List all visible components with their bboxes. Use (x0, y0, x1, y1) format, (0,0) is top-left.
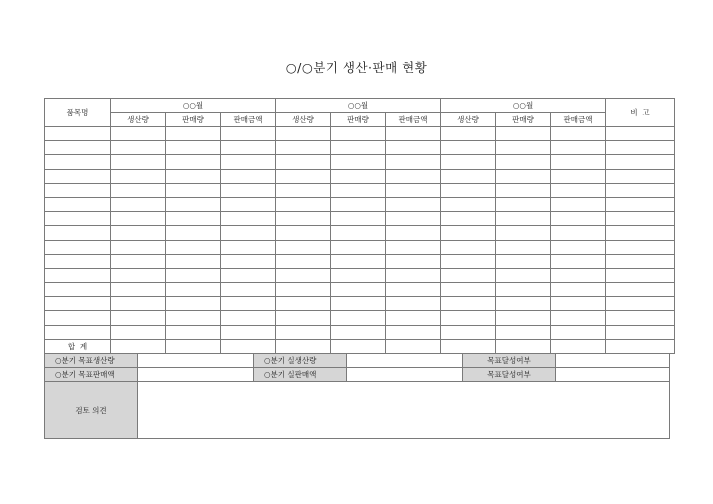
table-cell[interactable] (606, 127, 675, 141)
table-row (45, 127, 675, 141)
table-cell[interactable] (276, 197, 331, 211)
table-cell[interactable] (111, 127, 166, 141)
table-cell[interactable] (111, 297, 166, 311)
table-cell[interactable] (221, 297, 276, 311)
table-cell[interactable] (606, 141, 675, 155)
page-title: ○/○분기 생산·판매 현황 (285, 60, 428, 75)
table-cell[interactable] (111, 268, 166, 282)
table-cell[interactable] (606, 212, 675, 226)
sales-achievement-label: 목표달성여부 (463, 368, 556, 382)
table-cell[interactable] (441, 183, 496, 197)
table-cell[interactable] (551, 212, 606, 226)
table-cell[interactable] (606, 283, 675, 297)
table-cell[interactable] (386, 127, 441, 141)
table-cell[interactable] (111, 240, 166, 254)
table-cell[interactable] (221, 141, 276, 155)
table-cell[interactable] (551, 311, 606, 325)
table-cell[interactable] (276, 311, 331, 325)
table-row (45, 268, 675, 282)
actual-production-label: ○분기 실생산량 (254, 354, 347, 368)
table-row (45, 141, 675, 155)
table-cell[interactable] (221, 268, 276, 282)
table-cell[interactable] (606, 268, 675, 282)
table-cell[interactable] (331, 268, 386, 282)
table-cell[interactable] (441, 169, 496, 183)
table-cell[interactable] (441, 325, 496, 339)
table-cell[interactable] (386, 325, 441, 339)
table-cell[interactable] (331, 226, 386, 240)
target-sales-label: ○분기 목표판매액 (45, 368, 138, 382)
item-name-cell[interactable] (45, 226, 111, 240)
table-cell[interactable] (331, 311, 386, 325)
table-cell[interactable] (386, 311, 441, 325)
production-achievement-value[interactable] (556, 354, 670, 368)
table-row (45, 297, 675, 311)
table-cell[interactable] (551, 240, 606, 254)
item-name-cell[interactable] (45, 297, 111, 311)
table-row (45, 155, 675, 169)
table-row (45, 325, 675, 339)
table-cell[interactable] (166, 283, 221, 297)
total-cell[interactable] (496, 339, 551, 353)
table-cell[interactable] (386, 240, 441, 254)
table-cell[interactable] (276, 297, 331, 311)
table-cell[interactable] (166, 197, 221, 211)
table-cell[interactable] (496, 183, 551, 197)
table-cell[interactable] (331, 127, 386, 141)
table-cell[interactable] (496, 283, 551, 297)
table-cell[interactable] (386, 268, 441, 282)
table-cell[interactable] (331, 240, 386, 254)
table-cell[interactable] (496, 127, 551, 141)
table-cell[interactable] (111, 169, 166, 183)
total-cell[interactable] (111, 339, 166, 353)
table-cell[interactable] (441, 141, 496, 155)
production-sales-table (44, 98, 675, 354)
item-name-cell[interactable] (45, 311, 111, 325)
sales-achievement-value[interactable] (556, 368, 670, 382)
table-cell[interactable] (386, 197, 441, 211)
table-cell[interactable] (276, 226, 331, 240)
table-cell[interactable] (111, 212, 166, 226)
table-cell[interactable] (386, 297, 441, 311)
table-cell[interactable] (111, 155, 166, 169)
table-cell[interactable] (496, 254, 551, 268)
target-production-label: ○분기 목표생산량 (45, 354, 138, 368)
item-name-cell[interactable] (45, 212, 111, 226)
production-header: 생산량 (276, 113, 331, 127)
table-cell[interactable] (496, 297, 551, 311)
table-cell[interactable] (496, 141, 551, 155)
table-cell[interactable] (111, 226, 166, 240)
table-cell[interactable] (166, 325, 221, 339)
table-cell[interactable] (551, 183, 606, 197)
table-cell[interactable] (111, 141, 166, 155)
table-cell[interactable] (221, 155, 276, 169)
item-name-cell[interactable] (45, 325, 111, 339)
table-cell[interactable] (551, 155, 606, 169)
table-cell[interactable] (441, 254, 496, 268)
table-cell[interactable] (441, 197, 496, 211)
table-cell[interactable] (606, 183, 675, 197)
table-cell[interactable] (551, 141, 606, 155)
target-sales-value[interactable] (138, 368, 254, 382)
table-cell[interactable] (221, 325, 276, 339)
table-cell[interactable] (606, 254, 675, 268)
table-cell[interactable] (331, 183, 386, 197)
table-cell[interactable] (276, 127, 331, 141)
table-cell[interactable] (606, 240, 675, 254)
item-name-cell[interactable] (45, 127, 111, 141)
table-cell[interactable] (276, 268, 331, 282)
production-achievement-label: 목표달성여부 (463, 354, 556, 368)
table-cell[interactable] (221, 240, 276, 254)
table-cell[interactable] (221, 311, 276, 325)
month-header-3: ○○월 (441, 99, 606, 113)
table-cell[interactable] (551, 169, 606, 183)
table-cell[interactable] (496, 311, 551, 325)
table-cell[interactable] (276, 212, 331, 226)
table-cell[interactable] (606, 169, 675, 183)
table-cell[interactable] (386, 226, 441, 240)
table-cell[interactable] (496, 268, 551, 282)
table-cell[interactable] (441, 212, 496, 226)
table-cell[interactable] (276, 254, 331, 268)
table-cell[interactable] (166, 297, 221, 311)
table-cell[interactable] (551, 268, 606, 282)
table-cell[interactable] (166, 268, 221, 282)
table-cell[interactable] (276, 183, 331, 197)
table-cell[interactable] (386, 169, 441, 183)
table-cell[interactable] (606, 297, 675, 311)
total-cell[interactable] (386, 339, 441, 353)
table-cell[interactable] (606, 325, 675, 339)
total-cell[interactable] (166, 339, 221, 353)
table-row (45, 311, 675, 325)
table-cell[interactable] (496, 226, 551, 240)
target-production-value[interactable] (138, 354, 254, 368)
table-cell[interactable] (496, 197, 551, 211)
table-cell[interactable] (441, 155, 496, 169)
table-cell[interactable] (386, 141, 441, 155)
table-cell[interactable] (276, 169, 331, 183)
total-cell[interactable] (331, 339, 386, 353)
table-cell[interactable] (221, 283, 276, 297)
table-cell[interactable] (166, 240, 221, 254)
table-cell[interactable] (166, 141, 221, 155)
table-cell[interactable] (111, 283, 166, 297)
table-cell[interactable] (276, 240, 331, 254)
item-name-cell[interactable] (45, 155, 111, 169)
table-cell[interactable] (386, 283, 441, 297)
table-cell[interactable] (111, 311, 166, 325)
total-label: 합 계 (45, 339, 111, 353)
actual-sales-value[interactable] (347, 368, 463, 382)
item-name-header: 품목명 (45, 99, 111, 127)
table-cell[interactable] (551, 226, 606, 240)
table-row (45, 226, 675, 240)
table-cell[interactable] (221, 197, 276, 211)
table-cell[interactable] (496, 240, 551, 254)
item-name-cell[interactable] (45, 268, 111, 282)
table-cell[interactable] (166, 183, 221, 197)
review-opinion-field[interactable] (138, 382, 670, 439)
total-cell[interactable] (441, 339, 496, 353)
total-cell[interactable] (606, 339, 675, 353)
actual-sales-label: ○분기 실판매액 (254, 368, 347, 382)
table-cell[interactable] (496, 169, 551, 183)
table-cell[interactable] (551, 254, 606, 268)
sales-volume-header: 판매량 (331, 113, 386, 127)
table-row (45, 212, 675, 226)
review-opinion-label: 검토 의견 (45, 382, 138, 439)
table-cell[interactable] (166, 127, 221, 141)
table-cell[interactable] (331, 155, 386, 169)
table-cell[interactable] (551, 283, 606, 297)
table-cell[interactable] (441, 268, 496, 282)
table-cell[interactable] (221, 226, 276, 240)
item-name-cell[interactable] (45, 283, 111, 297)
table-cell[interactable] (441, 226, 496, 240)
month-header-2: ○○월 (276, 99, 441, 113)
sales-volume-header: 판매량 (496, 113, 551, 127)
table-cell[interactable] (331, 169, 386, 183)
table-cell[interactable] (276, 325, 331, 339)
table-cell[interactable] (551, 297, 606, 311)
table-cell[interactable] (331, 212, 386, 226)
table-cell[interactable] (166, 155, 221, 169)
table-cell[interactable] (386, 183, 441, 197)
production-header: 생산량 (111, 113, 166, 127)
table-cell[interactable] (441, 283, 496, 297)
sales-volume-header: 판매량 (166, 113, 221, 127)
remarks-header: 비 고 (606, 99, 675, 127)
table-cell[interactable] (606, 226, 675, 240)
item-name-cell[interactable] (45, 141, 111, 155)
table-cell[interactable] (111, 183, 166, 197)
table-cell[interactable] (441, 297, 496, 311)
table-row (45, 254, 675, 268)
table-row (45, 169, 675, 183)
table-cell[interactable] (331, 297, 386, 311)
table-cell[interactable] (331, 197, 386, 211)
table-cell[interactable] (551, 127, 606, 141)
table-row (45, 283, 675, 297)
table-cell[interactable] (496, 155, 551, 169)
table-cell[interactable] (496, 212, 551, 226)
table-cell[interactable] (221, 127, 276, 141)
table-row (45, 197, 675, 211)
table-cell[interactable] (441, 311, 496, 325)
table-cell[interactable] (111, 254, 166, 268)
table-cell[interactable] (276, 141, 331, 155)
quarter-summary-table (44, 353, 670, 439)
item-name-cell[interactable] (45, 197, 111, 211)
table-cell[interactable] (276, 155, 331, 169)
table-cell[interactable] (221, 254, 276, 268)
table-cell[interactable] (166, 169, 221, 183)
sales-amount-header: 판매금액 (221, 113, 276, 127)
table-cell[interactable] (386, 155, 441, 169)
table-cell[interactable] (386, 212, 441, 226)
total-cell[interactable] (221, 339, 276, 353)
item-name-cell[interactable] (45, 169, 111, 183)
table-cell[interactable] (606, 197, 675, 211)
month-header-1: ○○월 (111, 99, 276, 113)
table-cell[interactable] (386, 254, 441, 268)
table-cell[interactable] (166, 254, 221, 268)
table-cell[interactable] (166, 311, 221, 325)
item-name-cell[interactable] (45, 183, 111, 197)
table-cell[interactable] (331, 283, 386, 297)
production-header: 생산량 (441, 113, 496, 127)
table-cell[interactable] (496, 325, 551, 339)
table-cell[interactable] (441, 127, 496, 141)
table-cell[interactable] (221, 212, 276, 226)
table-cell[interactable] (221, 169, 276, 183)
table-cell[interactable] (606, 155, 675, 169)
table-cell[interactable] (606, 311, 675, 325)
table-cell[interactable] (551, 197, 606, 211)
table-cell[interactable] (166, 226, 221, 240)
table-cell[interactable] (551, 325, 606, 339)
table-cell[interactable] (166, 212, 221, 226)
table-cell[interactable] (111, 197, 166, 211)
sales-amount-header: 판매금액 (551, 113, 606, 127)
table-cell[interactable] (331, 325, 386, 339)
table-cell[interactable] (221, 183, 276, 197)
table-cell[interactable] (111, 325, 166, 339)
table-cell[interactable] (441, 240, 496, 254)
table-cell[interactable] (331, 254, 386, 268)
item-name-cell[interactable] (45, 240, 111, 254)
sales-amount-header: 판매금액 (386, 113, 441, 127)
total-cell[interactable] (551, 339, 606, 353)
total-cell[interactable] (276, 339, 331, 353)
table-row (45, 240, 675, 254)
table-cell[interactable] (331, 141, 386, 155)
table-row (45, 183, 675, 197)
actual-production-value[interactable] (347, 354, 463, 368)
table-cell[interactable] (276, 283, 331, 297)
item-name-cell[interactable] (45, 254, 111, 268)
